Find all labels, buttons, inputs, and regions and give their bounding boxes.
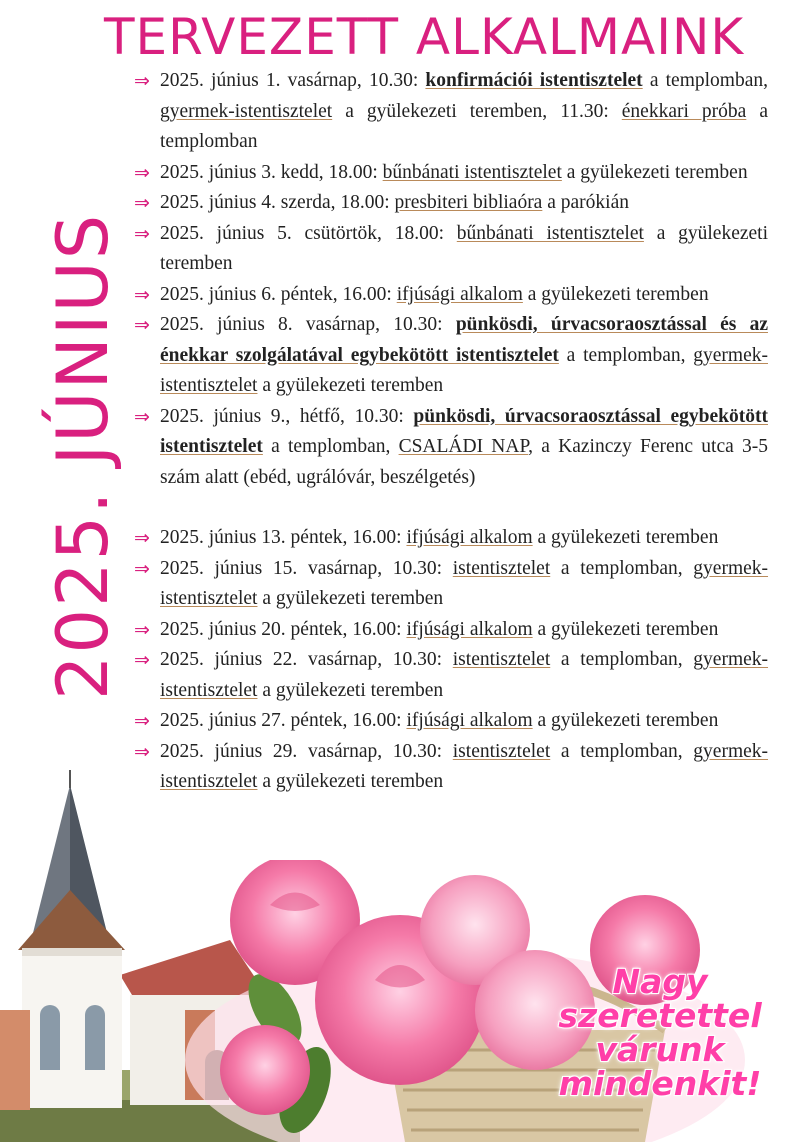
event-title: ifjúsági alkalom xyxy=(396,283,523,305)
event-item: ⇒ 2025. június 4. szerda, 18.00: presbiteri bibliaóra a parókián xyxy=(132,188,768,219)
window-icon xyxy=(85,1005,105,1070)
arrow-right-icon: ⇒ xyxy=(134,192,150,214)
event-title: istentisztelet xyxy=(452,649,551,670)
event-title: ifjúsági alkalom xyxy=(406,618,533,640)
arrow-right-icon: ⇒ xyxy=(134,527,150,549)
event-title: istentisztelet xyxy=(452,740,551,762)
left-wall xyxy=(0,1010,30,1110)
window-icon xyxy=(40,1005,60,1070)
event-secondary: CSALÁDI NAP xyxy=(398,436,529,457)
event-title: bűnbánati istentisztelet xyxy=(456,222,644,244)
event-item: ⇒ 2025. június 13. péntek, 16.00: ifjúsági alkalom a gyülekezeti teremben xyxy=(132,523,768,554)
event-item: ⇒ 2025. június 5. csütörtök, 18.00: bűnbánati istentisztelet a gyülekezeti teremben xyxy=(132,219,768,280)
event-item: ⇒ 2025. június 20. péntek, 16.00: ifjúsági alkalom a gyülekezeti teremben xyxy=(132,615,768,646)
event-title: istentisztelet xyxy=(452,557,551,579)
arrow-right-icon: ⇒ xyxy=(134,740,150,763)
peony-flower xyxy=(220,1025,310,1115)
event-title: presbiteri bibliaóra xyxy=(394,192,543,213)
slogan-line: Nagy xyxy=(612,962,708,1001)
month-vertical-title: 2025. JÚNIUS xyxy=(42,212,124,700)
arrow-right-icon: ⇒ xyxy=(134,283,150,306)
event-item: ⇒ 2025. június 29. vasárnap, 10.30: istentisztelet a templomban, gyermek-istentisztelet a gyülekezeti teremben xyxy=(132,737,768,798)
event-title: pünkösdi, úrvacsoraosztással és az énekkar szolgálatával egybekötött istentisztelet xyxy=(160,314,768,366)
slogan-line: szeretettel xyxy=(558,996,762,1035)
arrow-right-icon: ⇒ xyxy=(134,649,150,671)
event-secondary: gyermek-istentisztelet xyxy=(160,649,769,701)
arrow-right-icon: ⇒ xyxy=(134,557,150,580)
event-item: ⇒ 2025. június 8. vasárnap, 10.30: pünkösdi, úrvacsoraosztással és az énekkar szolgálatával egybekötött istentisztelet a templomban, gyermek-istentisztelet a gyülekezeti teremben xyxy=(132,310,768,402)
event-item: ⇒ 2025. június 15. vasárnap, 10.30: istentisztelet a templomban, gyermek-istentisztelet a gyülekezeti teremben xyxy=(132,554,768,615)
arrow-right-icon: ⇒ xyxy=(134,70,150,92)
slogan-line: várunk xyxy=(595,1030,725,1069)
arrow-right-icon: ⇒ xyxy=(134,314,150,336)
event-item: ⇒ 2025. június 6. péntek, 16.00: ifjúsági alkalom a gyülekezeti teremben xyxy=(132,280,768,311)
event-title: konfirmációi istentisztelet xyxy=(425,70,643,91)
event-item: ⇒ 2025. június 27. péntek, 16.00: ifjúsági alkalom a gyülekezeti teremben xyxy=(132,706,768,737)
arrow-right-icon: ⇒ xyxy=(134,222,150,245)
event-title: bűnbánati istentisztelet xyxy=(382,161,562,183)
arrow-right-icon: ⇒ xyxy=(134,710,150,732)
slogan xyxy=(540,962,780,1103)
event-secondary: gyermek-istentisztelet xyxy=(160,740,769,792)
event-list xyxy=(132,66,768,798)
event-item: ⇒ 2025. június 1. vasárnap, 10.30: konfirmációi istentisztelet a templomban, gyermek-istentisztelet a gyülekezeti teremben, 11.30: énekkari próba a templomban xyxy=(132,66,768,158)
arrow-right-icon: ⇒ xyxy=(134,618,150,641)
event-item: ⇒ 2025. június 22. vasárnap, 10.30: istentisztelet a templomban, gyermek-istentisztelet a gyülekezeti teremben xyxy=(132,645,768,706)
event-secondary: gyermek-istentisztelet xyxy=(160,344,768,396)
slogan-line: mindenkit! xyxy=(558,1064,762,1103)
event-tertiary: énekkari próba xyxy=(621,100,747,122)
event-title: pünkösdi, úrvacsoraosztással egybekötött istentisztelet xyxy=(160,405,768,457)
event-secondary: gyermek-istentisztelet xyxy=(160,100,333,122)
page-title: TERVEZETT ALKALMAINK xyxy=(104,8,745,66)
arrow-right-icon: ⇒ xyxy=(134,405,150,428)
event-secondary: gyermek-istentisztelet xyxy=(160,557,769,609)
tower-roof xyxy=(18,890,125,950)
tower xyxy=(22,948,122,1108)
event-item: ⇒ 2025. június 3. kedd, 18.00: bűnbánati istentisztelet a gyülekezeti teremben xyxy=(132,158,768,189)
event-title: ifjúsági alkalom xyxy=(406,710,533,731)
event-item: ⇒ 2025. június 9., hétfő, 10.30: pünkösdi, úrvacsoraosztással egybekötött istentisztelet a templomban, CSALÁDI NAP, a Kazinczy Ferenc utca 3-5 szám alatt (ebéd, ugrálóvár, beszélgetés) xyxy=(132,402,768,494)
arrow-right-icon: ⇒ xyxy=(134,161,150,184)
event-title: ifjúsági alkalom xyxy=(406,527,533,548)
